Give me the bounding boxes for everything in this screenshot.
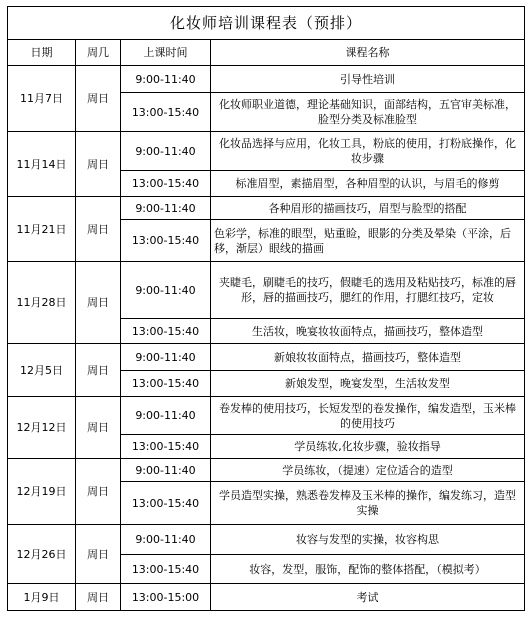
time-cell: 9:00-11:40 (121, 397, 211, 435)
course-cell: 引导性培训 (211, 66, 525, 93)
table-title: 化妆师培训课程表（预排） (8, 7, 525, 40)
schedule-table (7, 6, 525, 611)
date-cell: 11月14日 (8, 132, 76, 197)
weekday-cell: 周日 (76, 397, 121, 459)
table-row (8, 197, 525, 220)
schedule-document (7, 6, 524, 611)
course-cell: 妆容与发型的实操，妆容构思 (211, 525, 525, 555)
table-row (8, 525, 525, 555)
course-cell: 学员练妆，（提速）定位适合的造型 (211, 459, 525, 482)
weekday-cell: 周日 (76, 197, 121, 262)
date-cell: 1月9日 (8, 584, 76, 611)
weekday-cell: 周日 (76, 344, 121, 397)
date-cell: 12月12日 (8, 397, 76, 459)
header-date: 日期 (8, 40, 76, 66)
course-cell: 学员练妆,化妆步骤，验妆指导 (211, 435, 525, 459)
header-weekday: 周几 (76, 40, 121, 66)
date-cell: 11月21日 (8, 197, 76, 262)
date-cell: 12月19日 (8, 459, 76, 525)
time-cell: 9:00-11:40 (121, 197, 211, 220)
date-cell: 11月7日 (8, 66, 76, 132)
course-cell: 化妆师职业道德，理论基础知识，面部结构，五官审美标准，脸型分类及标准脸型 (211, 93, 525, 132)
time-cell: 9:00-11:40 (121, 132, 211, 171)
weekday-cell: 周日 (76, 66, 121, 132)
time-cell: 13:00-15:40 (121, 371, 211, 397)
table-row (8, 344, 525, 371)
time-cell: 13:00-15:00 (121, 584, 211, 611)
weekday-cell: 周日 (76, 584, 121, 611)
title-row (8, 7, 525, 40)
table-row (8, 459, 525, 482)
date-cell: 12月26日 (8, 525, 76, 584)
table-row (8, 262, 525, 319)
course-cell: 色彩学，标准的眼型，贴重睑，眼影的分类及晕染（平涂，后移，渐层）眼线的描画 (211, 220, 525, 262)
time-cell: 13:00-15:40 (121, 435, 211, 459)
course-cell: 标准眉型，素描眉型，各种眉型的认识，与眉毛的修剪 (211, 171, 525, 197)
header-row (8, 40, 525, 66)
table-row (8, 66, 525, 93)
table-row (8, 132, 525, 171)
time-cell: 9:00-11:40 (121, 344, 211, 371)
time-cell: 13:00-15:40 (121, 555, 211, 584)
time-cell: 9:00-11:40 (121, 262, 211, 319)
table-row (8, 397, 525, 435)
date-cell: 11月28日 (8, 262, 76, 344)
time-cell: 9:00-11:40 (121, 459, 211, 482)
time-cell: 13:00-15:40 (121, 171, 211, 197)
time-cell: 13:00-15:40 (121, 482, 211, 525)
course-cell: 各种眉形的描画技巧，眉型与脸型的搭配 (211, 197, 525, 220)
course-cell: 卷发棒的使用技巧，长短发型的卷发操作，编发造型，玉米棒的使用技巧 (211, 397, 525, 435)
course-cell: 夹睫毛，刷睫毛的技巧，假睫毛的选用及粘贴技巧，标准的唇形，唇的描画技巧，腮红的作用，打腮红技巧，定妆 (211, 262, 525, 319)
header-time: 上课时间 (121, 40, 211, 66)
weekday-cell: 周日 (76, 525, 121, 584)
time-cell: 9:00-11:40 (121, 525, 211, 555)
weekday-cell: 周日 (76, 132, 121, 197)
course-cell: 学员造型实操，熟悉卷发棒及玉米棒的操作，编发练习，造型实操 (211, 482, 525, 525)
course-cell: 新娘发型，晚宴发型，生活妆发型 (211, 371, 525, 397)
table-row (8, 584, 525, 611)
time-cell: 13:00-15:40 (121, 220, 211, 262)
header-course: 课程名称 (211, 40, 525, 66)
time-cell: 13:00-15:40 (121, 93, 211, 132)
weekday-cell: 周日 (76, 459, 121, 525)
course-cell: 化妆品选择与应用，化妆工具，粉底的使用，打粉底操作，化妆步骤 (211, 132, 525, 171)
time-cell: 13:00-15:40 (121, 319, 211, 344)
date-cell: 12月5日 (8, 344, 76, 397)
course-cell: 新娘妆妆面特点，描画技巧，整体造型 (211, 344, 525, 371)
time-cell: 9:00-11:40 (121, 66, 211, 93)
weekday-cell: 周日 (76, 262, 121, 344)
course-cell: 妆容，发型，服饰，配饰的整体搭配，（模拟考） (211, 555, 525, 584)
course-cell: 生活妆，晚宴妆妆面特点，描画技巧，整体造型 (211, 319, 525, 344)
course-cell: 考试 (211, 584, 525, 611)
